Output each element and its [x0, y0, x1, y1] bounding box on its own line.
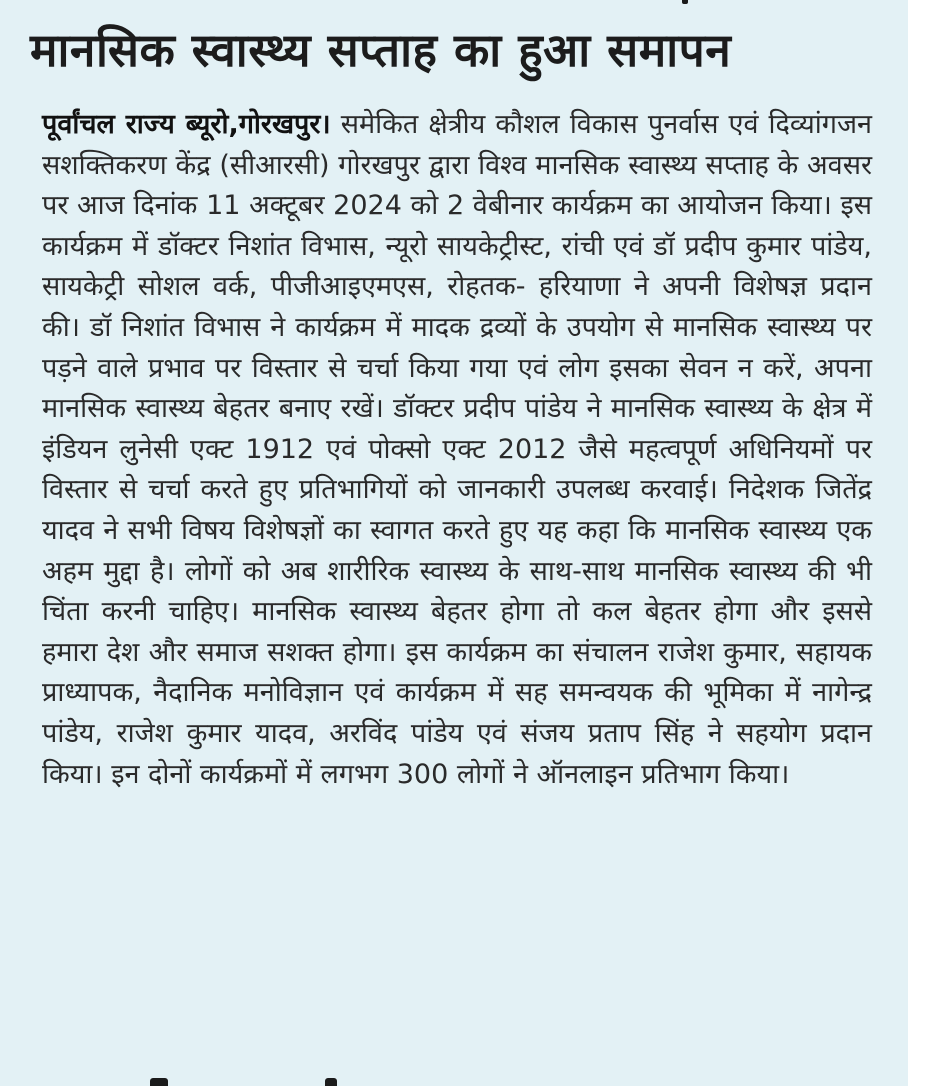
page-margin [908, 0, 930, 1086]
article-body [42, 105, 872, 795]
byline: पूर्वांचल राज्य ब्यूरो,गोरखपुर। [42, 109, 331, 140]
headline: मानसिक स्वास्थ्य सप्ताह का हुआ समापन [30, 23, 732, 77]
article-text: समेकित क्षेत्रीय कौशल विकास पुनर्वास एवं दिव्यांगजन सशक्तिकरण केंद्र (सीआरसी) गोरखपुर द्वारा विश्व मानसिक स्वास्थ्य सप्ताह के अवसर पर आज दिनांक 11 अक्टूबर 2024 को 2 वेबीनार कार्यक्रम का आयोजन किया। इस कार्यक्रम में डॉक्टर निशांत विभास, न्यूरो सायकेट्रीस्ट, रांची एवं डॉ प्रदीप कुमार पांडेय, सायकेट्री सोशल वर्क, पीजीआइएमएस, रोहतक- हरियाणा ने अपनी विशेषज्ञ प्रदान की। डॉ निशांत विभास ने कार्यक्रम में मादक द्रव्यों के उपयोग से मानसिक स्वास्थ्य पर पड़ने वाले प्रभाव पर विस्तार से चर्चा किया गया एवं लोग इसका सेवन न करें, अपना मानसिक स्वास्थ्य बेहतर बनाए रखें। डॉक्टर प्रदीप पांडेय ने मानसिक स्वास्थ्य के क्षेत्र में इंडियन लुनेसी एक्ट 1912 एवं पोक्सो एक्ट 2012 जैसे महत्वपूर्ण अधिनियमों पर विस्तार से चर्चा करते हुए प्रतिभागियों को जानकारी उपलब्ध करवाई। निदेशक जितेंद्र यादव ने सभी विषय विशेषज्ञों का स्वागत करते हुए यह कहा कि मानसिक स्वास्थ्य एक अहम मुद्दा है। लोगों को अब शारीरिक स्वास्थ्य के साथ-साथ मानसिक स्वास्थ्य की भी चिंता करनी चाहिए। मानसिक स्वास्थ्य बेहतर होगा तो कल बेहतर होगा और इससे हमारा देश और समाज सशक्त होगा। इस कार्यक्रम का संचालन राजेश कुमार, सहायक प्राध्यापक, नैदानिक मनोविज्ञान एवं कार्यक्रम में सह समन्वयक की भूमिका में नागेन्द्र पांडेय, राजेश कुमार यादव, अरविंद पांडेय एवं संजय प्रताप सिंह ने सहयोग प्रदान किया। इन दोनों कार्यक्रमों में लगभग 300 लोगों ने ऑनलाइन प्रतिभाग किया। [42, 109, 872, 790]
next-article-fragment [150, 1074, 350, 1086]
previous-article-fragment [0, 0, 908, 12]
